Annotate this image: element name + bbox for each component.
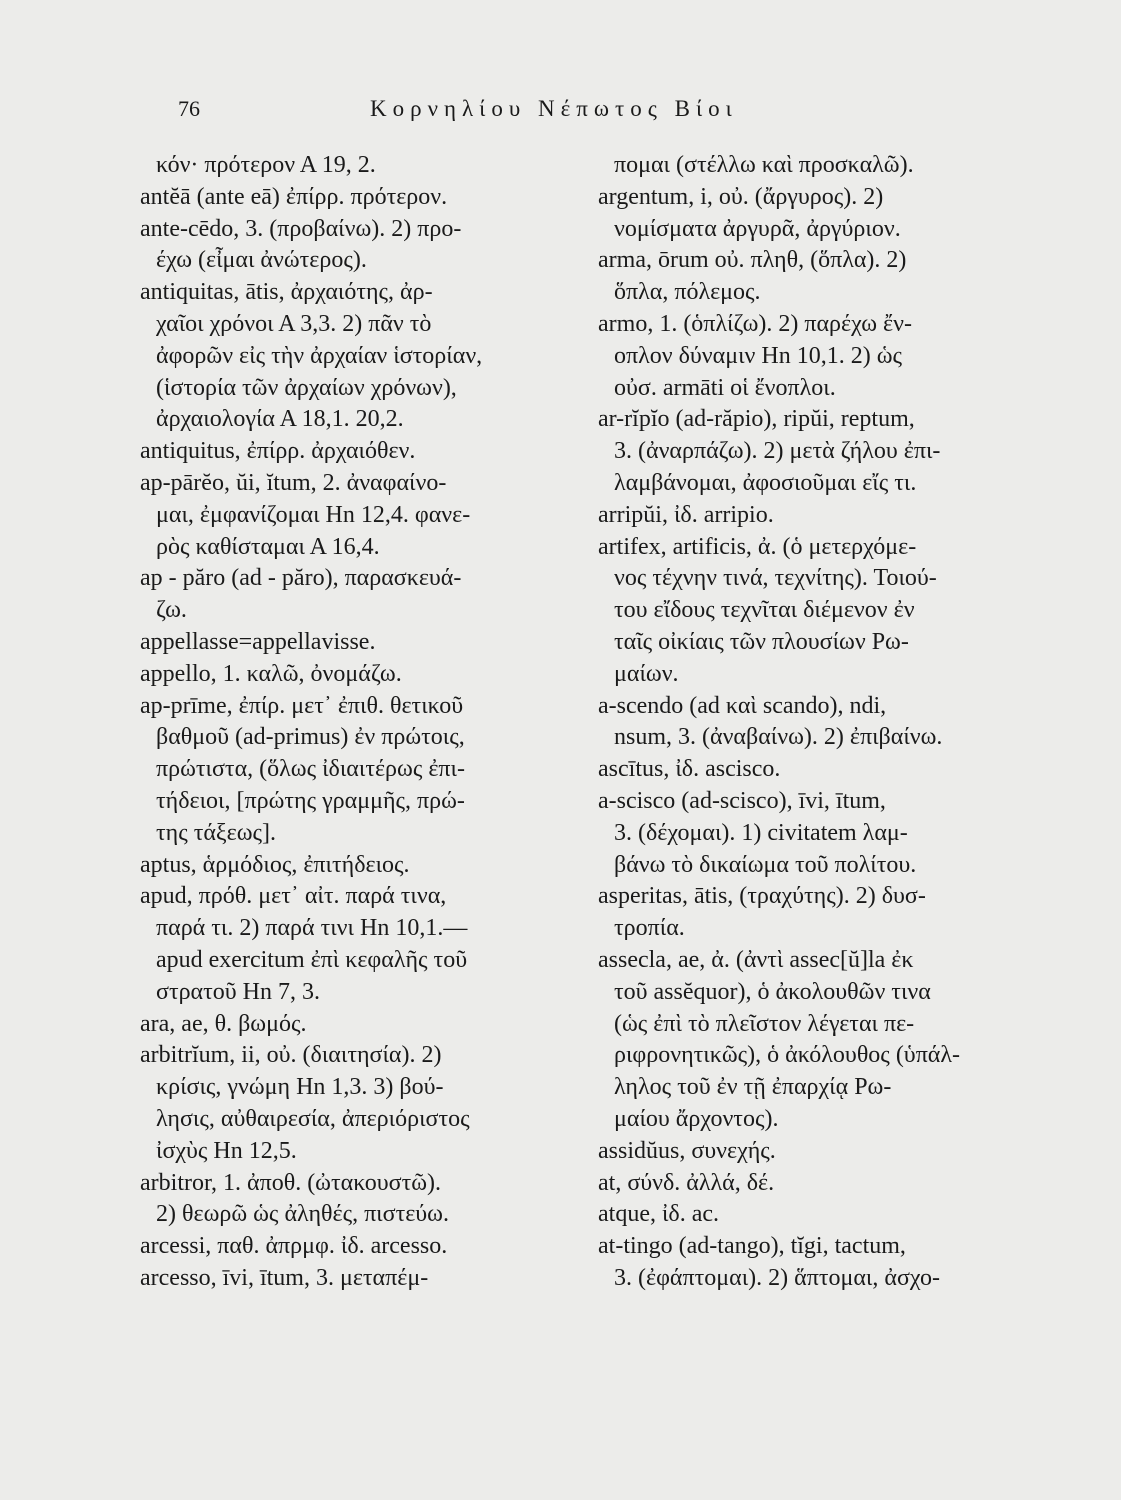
dictionary-line: ἀφορῶν εἰς τὴν ἀρχαίαν ἱστορίαν,: [156, 342, 483, 369]
dictionary-line: ταῖς οἰκίαις τῶν πλουσίων Ρω-: [614, 628, 909, 655]
dictionary-line: μαι, ἐμφανίζομαι Hn 12,4. φανε-: [156, 501, 471, 528]
dictionary-line: του εἴδους τεχνῖται διέμενον ἐν: [614, 597, 915, 624]
dictionary-line: at-tingo (ad-tango), tĭgi, tactum,: [598, 1233, 906, 1260]
dictionary-line: 2) θεωρῶ ὡς ἀληθές, πιστεύω.: [156, 1201, 449, 1228]
dictionary-line: ar-rĭpĭo (ad-răpio), ripŭi, reptum,: [598, 406, 915, 433]
dictionary-line: κόν· πρότερον Α 19, 2.: [156, 152, 376, 178]
dictionary-line: ληλος τοῦ ἐν τῇ ἐπαρχίᾳ Ρω-: [614, 1074, 892, 1101]
dictionary-line: arma, ōrum οὐ. πληθ, (ὅπλα). 2): [598, 247, 907, 274]
dictionary-line: apud, πρόθ. μετ᾽ αἰτ. παρά τινα,: [140, 883, 447, 910]
dictionary-line: ριφρονητικῶς), ὁ ἀκόλουθος (ὑπάλ-: [614, 1042, 961, 1069]
dictionary-line: assecla, ae, ἀ. (ἀντὶ assec[ŭ]la ἐκ: [598, 946, 914, 973]
dictionary-line: λησις, αὐθαιρεσία, ἀπεριόριστος: [156, 1105, 470, 1132]
dictionary-line: a-scisco (ad-scisco), īvi, ītum,: [598, 787, 886, 814]
dictionary-line: assidŭus, συνεχής.: [598, 1137, 776, 1164]
dictionary-line: έχω (εἶμαι ἀνώτερος).: [156, 247, 367, 274]
dictionary-line: ap - păro (ad - păro), παρασκευά-: [140, 565, 462, 592]
running-title: Κορνηλίου Νέπωτος Βίοι: [370, 96, 738, 121]
dictionary-line: λαμβάνομαι, ἀφοσιοῦμαι εἴς τι.: [614, 469, 917, 496]
left-column: [140, 150, 572, 1295]
dictionary-line: antiquitus, ἐπίρρ. ἀρχαιόθεν.: [140, 438, 416, 465]
dictionary-line: appellasse=appellavisse.: [140, 628, 376, 655]
dictionary-line: πρώτιστα, (ὅλως ἰδιαιτέρως ἐπι-: [156, 756, 465, 783]
dictionary-line: τροπία.: [614, 915, 685, 942]
dictionary-line: aptus, ἁρμόδιος, ἐπιτήδειος.: [140, 851, 410, 878]
dictionary-line: antiquitas, ātis, ἀρχαιότης, ἀρ-: [140, 279, 433, 306]
dictionary-line: τοῦ assĕquor), ὁ ἀκολουθῶν τινα: [614, 978, 931, 1005]
dictionary-line: ζω.: [156, 597, 187, 624]
dictionary-line: ὅπλα, πόλεμος.: [614, 279, 761, 306]
dictionary-line: antĕā (ante eā) ἐπίρρ. πρότερον.: [140, 183, 448, 210]
dictionary-line: πομαι (στέλλω καὶ προσκαλῶ).: [614, 152, 914, 178]
dictionary-line: appello, 1. καλῶ, ὀνομάζω.: [140, 660, 402, 687]
dictionary-line: ap-pārĕo, ŭi, ĭtum, 2. ἀναφαίνο-: [140, 469, 447, 496]
dictionary-line: της τάξεως].: [156, 819, 276, 846]
dictionary-line: ara, ae, θ. βωμός.: [140, 1010, 307, 1037]
dictionary-line: μαίων.: [614, 660, 679, 687]
dictionary-line: arbitrĭum, ii, οὐ. (διαιτησία). 2): [140, 1042, 442, 1069]
dictionary-line: arbitror, 1. ἀποθ. (ὠτακουστῶ).: [140, 1169, 442, 1196]
dictionary-line: ρὸς καθίσταμαι Α 16,4.: [156, 533, 380, 560]
dictionary-line: τήδειοι, [πρώτης γραμμῆς, πρώ-: [156, 787, 465, 814]
dictionary-line: νομίσματα ἀργυρᾶ, ἀργύριον.: [614, 215, 901, 242]
dictionary-line: (ἱστορία τῶν ἀρχαίων χρόνων),: [156, 374, 457, 401]
dictionary-line: apud exercitum ἐπὶ κεφαλῆς τοῦ: [156, 946, 468, 973]
dictionary-line: arcesso, īvi, ītum, 3. μεταπέμ-: [140, 1264, 429, 1291]
dictionary-line: οπλον δύναμιν Hn 10,1. 2) ὡς: [614, 342, 903, 369]
dictionary-line: ap-prīme, ἐπίρ. μετ᾽ ἐπιθ. θετικοῦ: [140, 692, 464, 719]
dictionary-line: arripŭi, ἰδ. arripio.: [598, 501, 774, 528]
dictionary-line: (ὡς ἐπὶ τὸ πλεῖστον λέγεται πε-: [614, 1010, 915, 1037]
page-number: 76: [178, 96, 200, 121]
dictionary-line: ante-cēdo, 3. (προβαίνω). 2) προ-: [140, 215, 462, 242]
dictionary-line: atque, ἰδ. ac.: [598, 1201, 720, 1228]
dictionary-line: at, σύνδ. ἀλλά, δέ.: [598, 1169, 775, 1196]
dictionary-line: nsum, 3. (ἀναβαίνω). 2) ἐπιβαίνω.: [614, 724, 943, 751]
dictionary-line: κρίσις, γνώμη Hn 1,3. 3) βού-: [156, 1074, 444, 1101]
dictionary-line: ἰσχὺς Hn 12,5.: [156, 1137, 297, 1164]
dictionary-line: 3. (ἀναρπάζω). 2) μετὰ ζήλου ἐπι-: [614, 438, 941, 465]
dictionary-line: βάνω τὸ δικαίωμα τοῦ πολίτου.: [614, 851, 917, 878]
dictionary-line: νος τέχνην τινά, τεχνίτης). Τοιού-: [614, 565, 937, 592]
dictionary-line: artifex, artificis, ἀ. (ὁ μετερχόμε-: [598, 533, 917, 560]
dictionary-line: οὐσ. armāti οἱ ἔνοπλοι.: [614, 374, 836, 401]
dictionary-line: μαίου ἄρχοντος).: [614, 1105, 779, 1132]
dictionary-line: arcessi, παθ. ἀπρμφ. ἰδ. arcesso.: [140, 1233, 448, 1260]
dictionary-line: armo, 1. (ὁπλίζω). 2) παρέχω ἔν-: [598, 310, 912, 337]
dictionary-line: 3. (δέχομαι). 1) civitatem λαμ-: [614, 819, 908, 846]
dictionary-line: argentum, i, οὐ. (ἄργυρος). 2): [598, 183, 884, 210]
dictionary-line: χαῖοι χρόνοι Α 3,3. 2) πᾶν τὸ: [156, 310, 432, 337]
dictionary-line: ascītus, ἰδ. ascisco.: [598, 756, 781, 783]
dictionary-line: asperitas, ātis, (τραχύτης). 2) δυσ-: [598, 883, 926, 910]
right-column: [598, 150, 1060, 1295]
dictionary-line: ἀρχαιολογία Α 18,1. 20,2.: [156, 406, 404, 433]
dictionary-line: 3. (ἐφάπτομαι). 2) ἅπτομαι, ἀσχο-: [614, 1264, 941, 1291]
dictionary-line: στρατοῦ Hn 7, 3.: [156, 978, 320, 1005]
dictionary-line: βαθμοῦ (ad-primus) ἐν πρώτοις,: [156, 724, 465, 751]
dictionary-line: παρά τι. 2) παρά τινι Hn 10,1.—: [156, 915, 468, 942]
dictionary-line: a-scendo (ad καὶ scando), ndi,: [598, 692, 887, 719]
